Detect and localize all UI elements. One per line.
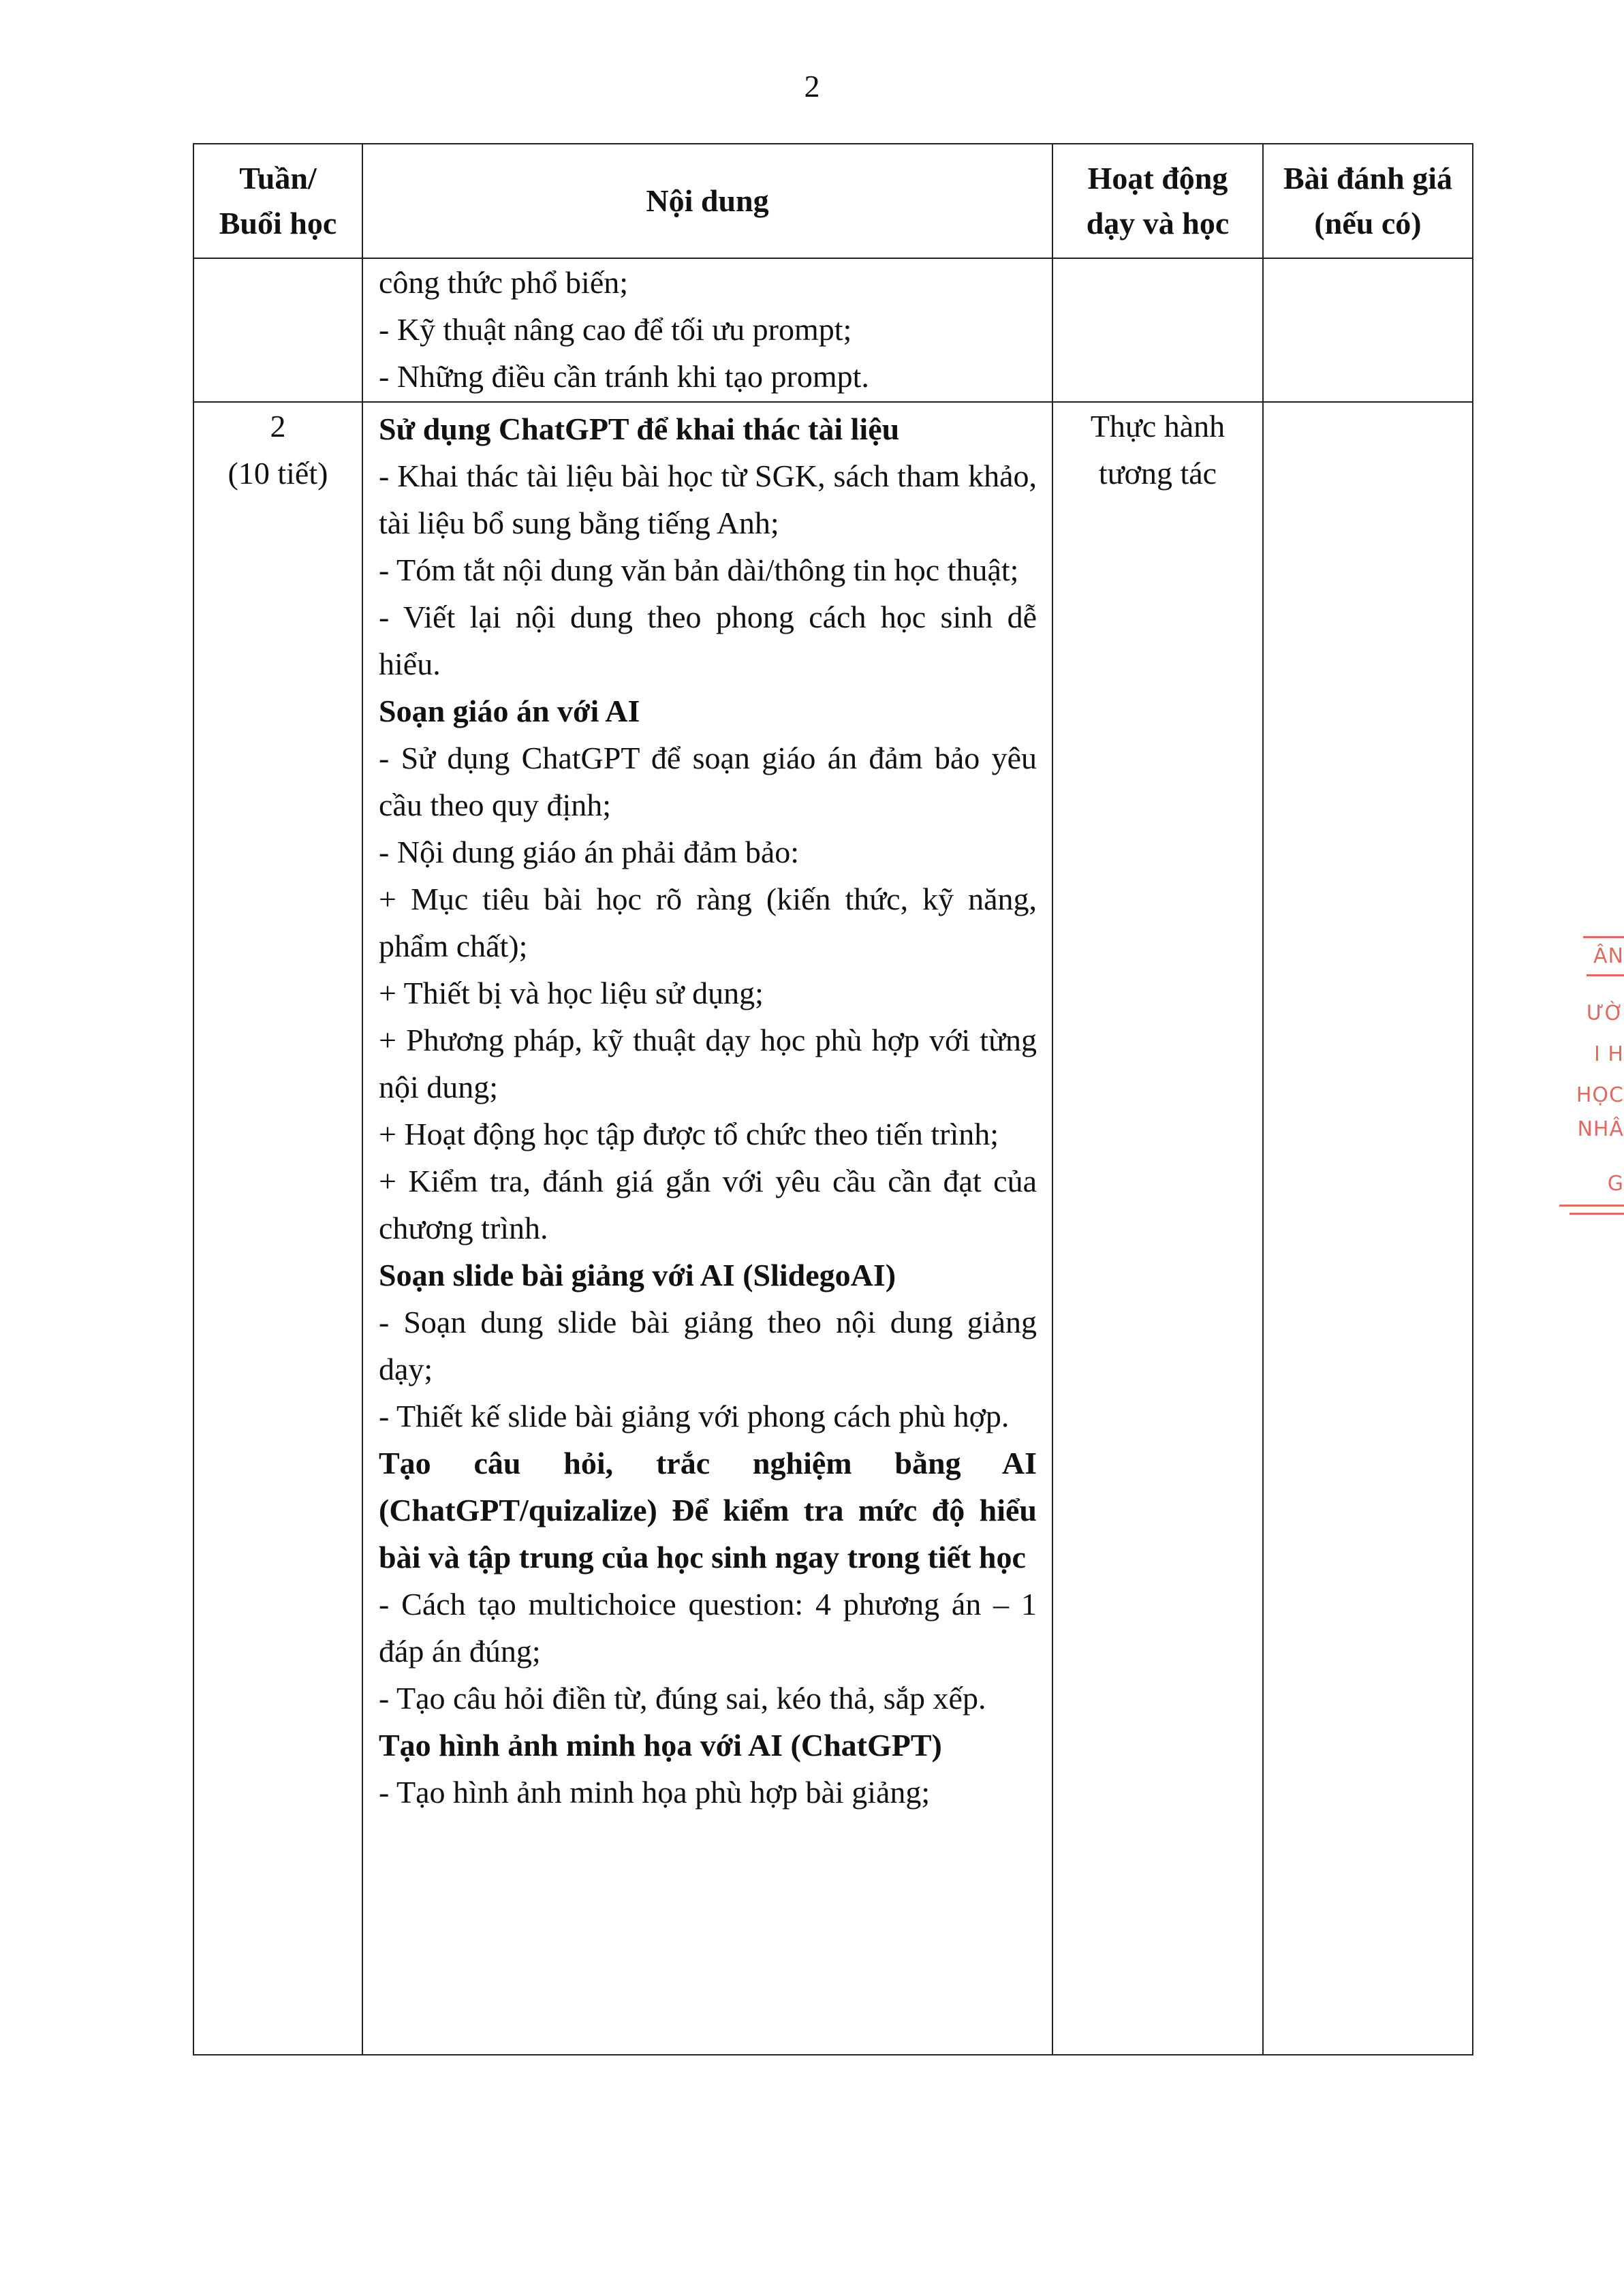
page-number: 2	[804, 69, 820, 104]
continuation-line: - Những điều cần tránh khi tạo prompt.	[379, 359, 869, 394]
continuation-activity-cell	[1052, 258, 1263, 402]
header-week-line-1: Tuần/	[239, 161, 317, 196]
header-activity-line-2: dạy và học	[1086, 206, 1230, 241]
section-heading: Sử dụng ChatGPT để khai thác tài liệu	[379, 412, 900, 446]
content-item: + Phương pháp, kỹ thuật dạy học phù hợp với từng nội dung;	[379, 1023, 1037, 1104]
content-item: - Sử dụng ChatGPT để soạn giáo án đảm bảo yêu cầu theo quy định;	[379, 741, 1037, 822]
content-item: + Mục tiêu bài học rõ ràng (kiến thức, kỹ năng, phẩm chất);	[379, 882, 1037, 963]
course-plan-table	[193, 143, 1473, 2055]
header-assessment	[1263, 144, 1473, 258]
header-activity-line-1: Hoạt động	[1087, 161, 1228, 196]
activity-line-2: tương tác	[1098, 456, 1217, 491]
content-item: - Thiết kế slide bài giảng với phong cách phù hợp.	[379, 1399, 1010, 1433]
section-heading: Tạo hình ảnh minh họa với AI (ChatGPT)	[379, 1728, 942, 1763]
continuation-assessment-cell	[1263, 258, 1473, 402]
stamp-text: ƯỜ	[1586, 1002, 1624, 1025]
content-item: - Tạo câu hỏi điền từ, đúng sai, kéo thả, sắp xếp.	[379, 1681, 986, 1716]
section-heading: Soạn slide bài giảng với AI (SlidegoAI)	[379, 1258, 896, 1292]
header-activity	[1052, 144, 1263, 258]
content-item: + Thiết bị và học liệu sử dụng;	[379, 976, 764, 1010]
content-cell	[362, 402, 1052, 2055]
stamp-text: NHÂ	[1577, 1117, 1624, 1141]
activity-cell	[1052, 402, 1263, 2055]
assessment-cell	[1263, 402, 1473, 2055]
table-row-continuation	[193, 258, 1473, 402]
activity-line-1: Thực hành	[1090, 409, 1225, 444]
red-stamp-fragment	[1556, 927, 1624, 1226]
content-item: - Soạn dung slide bài giảng theo nội dung giảng dạy;	[379, 1305, 1037, 1386]
content-item: - Nội dung giáo án phải đảm bảo:	[379, 835, 800, 869]
continuation-line: công thức phổ biến;	[379, 265, 629, 300]
stamp-text: G	[1607, 1172, 1624, 1196]
content-item: - Viết lại nội dung theo phong cách học sinh dễ hiểu.	[379, 600, 1037, 681]
content-item: - Tạo hình ảnh minh họa phù hợp bài giảng;	[379, 1775, 931, 1810]
content-item: - Khai thác tài liệu bài học từ SGK, sách tham khảo, tài liệu bổ sung bằng tiếng Anh;	[379, 459, 1037, 540]
table-row-week-2	[193, 402, 1473, 2055]
stamp-text: I H	[1594, 1042, 1624, 1066]
header-week-line-2: Buổi học	[219, 206, 337, 241]
table-header-row	[193, 144, 1473, 258]
header-week	[193, 144, 362, 258]
continuation-line: - Kỹ thuật nâng cao để tối ưu prompt;	[379, 312, 852, 347]
continuation-content-cell	[362, 258, 1052, 402]
continuation-week-cell	[193, 258, 362, 402]
content-item: + Kiểm tra, đánh giá gắn với yêu cầu cần đạt của chương trình.	[379, 1164, 1037, 1245]
content-item: - Tóm tắt nội dung văn bản dài/thông tin học thuật;	[379, 553, 1019, 587]
stamp-text: HỌC	[1576, 1083, 1624, 1107]
content-item: - Cách tạo multichoice question: 4 phương án – 1 đáp án đúng;	[379, 1587, 1037, 1669]
week-number: 2	[270, 409, 286, 444]
week-cell	[193, 402, 362, 2055]
section-heading: Soạn giáo án với AI	[379, 694, 640, 728]
section-heading: Tạo câu hỏi, trắc nghiệm bằng AI (ChatGPT/quizalize) Để kiểm tra mức độ hiểu bài và tập trung của học sinh ngay trong tiết học	[379, 1446, 1037, 1574]
header-assessment-line-1: Bài đánh giá	[1283, 161, 1452, 196]
week-periods: (10 tiết)	[228, 456, 328, 491]
header-assessment-line-2: (nếu có)	[1314, 206, 1422, 241]
header-content: Nội dung	[362, 144, 1052, 258]
stamp-text: ÂN	[1593, 944, 1624, 968]
content-item: + Hoạt động học tập được tổ chức theo tiến trình;	[379, 1117, 999, 1151]
